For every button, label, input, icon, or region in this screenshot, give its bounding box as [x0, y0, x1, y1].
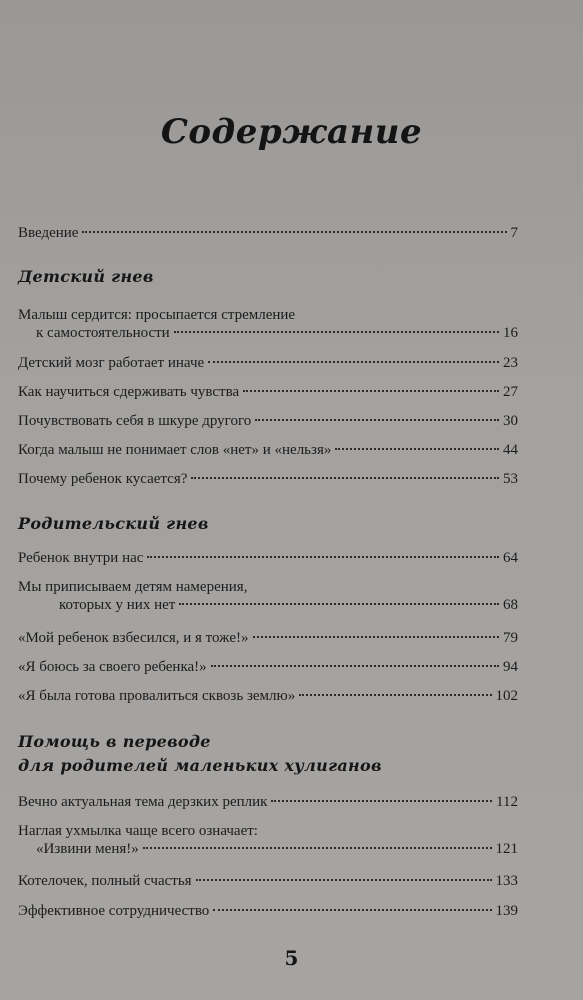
- toc-entry[interactable]: [18, 578, 518, 614]
- section-heading-cont: для родителей маленьких хулиганов: [18, 756, 382, 775]
- leader-dots: [253, 636, 500, 638]
- toc-entry[interactable]: [18, 872, 518, 890]
- toc-entry-label: Детский мозг работает иначе: [18, 355, 205, 371]
- toc-entry-page: 94: [503, 659, 518, 675]
- toc-entry-label-cont: которых у них нет: [59, 597, 176, 613]
- toc-entry-label: Когда малыш не понимает слов «нет» и «нельзя»: [18, 442, 332, 458]
- toc-entry-page: 121: [495, 841, 518, 857]
- toc-entry[interactable]: [18, 793, 518, 811]
- section-heading: Детский гнев: [18, 267, 154, 286]
- toc-entry[interactable]: [18, 383, 518, 401]
- leader-dots: [335, 448, 499, 450]
- toc-entry-label: Ребенок внутри нас: [18, 550, 144, 566]
- toc-entry-label: Вечно актуальная тема дерзких реплик: [18, 794, 268, 810]
- toc-entry-page: 68: [503, 597, 518, 613]
- toc-entry[interactable]: [18, 902, 518, 920]
- leader-dots: [255, 419, 499, 421]
- toc-entry-page: 102: [495, 688, 518, 704]
- toc-entry-label-cont: к самостоятельности: [36, 325, 170, 341]
- toc-entry-label-cont: «Извини меня!»: [36, 841, 139, 857]
- toc-entry[interactable]: [18, 412, 518, 430]
- toc-entry-page: 27: [503, 384, 518, 400]
- leader-dots: [179, 603, 499, 605]
- toc-entry[interactable]: [18, 470, 518, 488]
- toc-entry-label: Как научиться сдерживать чувства: [18, 384, 240, 400]
- toc-entry-label: Мы приписываем детям намерения,: [18, 579, 248, 595]
- leader-dots: [208, 361, 499, 363]
- section-heading: Помощь в переводе: [18, 732, 211, 751]
- leader-dots: [147, 556, 499, 558]
- toc-entry-label: «Я была готова провалиться сквозь землю»: [18, 688, 296, 704]
- toc-entry[interactable]: [18, 306, 518, 342]
- toc-entry-intro[interactable]: [18, 224, 518, 242]
- toc-entry[interactable]: [18, 549, 518, 567]
- toc-entry-label: Малыш сердится: просыпается стремление: [18, 307, 296, 323]
- toc-entry-page: 7: [510, 225, 518, 241]
- toc-entry-page: 53: [503, 471, 518, 487]
- leader-dots: [211, 665, 499, 667]
- toc-entry-page: 30: [503, 413, 518, 429]
- section-heading: Родительский гнев: [18, 514, 209, 533]
- toc-entry[interactable]: [18, 441, 518, 459]
- toc-entry-page: 139: [495, 903, 518, 919]
- toc-entry-label: Наглая ухмылка чаще всего означает:: [18, 823, 258, 839]
- leader-dots: [174, 331, 499, 333]
- toc-entry-label: «Я боюсь за своего ребенка!»: [18, 659, 207, 675]
- toc-entry[interactable]: [18, 658, 518, 676]
- leader-dots: [243, 390, 499, 392]
- leader-dots: [143, 847, 492, 849]
- toc-entry-page: 16: [503, 325, 518, 341]
- leader-dots: [271, 800, 492, 802]
- toc-entry-page: 23: [503, 355, 518, 371]
- toc-entry-page: 64: [503, 550, 518, 566]
- toc-entry[interactable]: [18, 629, 518, 647]
- toc-entry-page: 79: [503, 630, 518, 646]
- toc-entry-label: Эффективное сотрудничество: [18, 903, 210, 919]
- toc-entry[interactable]: [18, 687, 518, 705]
- toc-entry-label: Почувствовать себя в шкуре другого: [18, 413, 252, 429]
- toc-entry-page: 112: [496, 794, 518, 810]
- page-number: 5: [284, 946, 299, 970]
- leader-dots: [213, 909, 491, 911]
- toc-entry[interactable]: [18, 354, 518, 372]
- leader-dots: [196, 879, 492, 881]
- leader-dots: [299, 694, 491, 696]
- page-title: Содержание: [160, 112, 423, 152]
- toc-entry-label: Котелочек, полный счастья: [18, 873, 192, 889]
- toc-entry-label: Введение: [18, 225, 79, 241]
- toc-entry-label: Почему ребенок кусается?: [18, 471, 188, 487]
- toc-entry-page: 44: [503, 442, 518, 458]
- toc-entry-page: 133: [495, 873, 518, 889]
- toc-entry-label: «Мой ребенок взбесился, и я тоже!»: [18, 630, 249, 646]
- toc-entry[interactable]: [18, 822, 518, 858]
- leader-dots: [191, 477, 499, 479]
- leader-dots: [82, 231, 506, 233]
